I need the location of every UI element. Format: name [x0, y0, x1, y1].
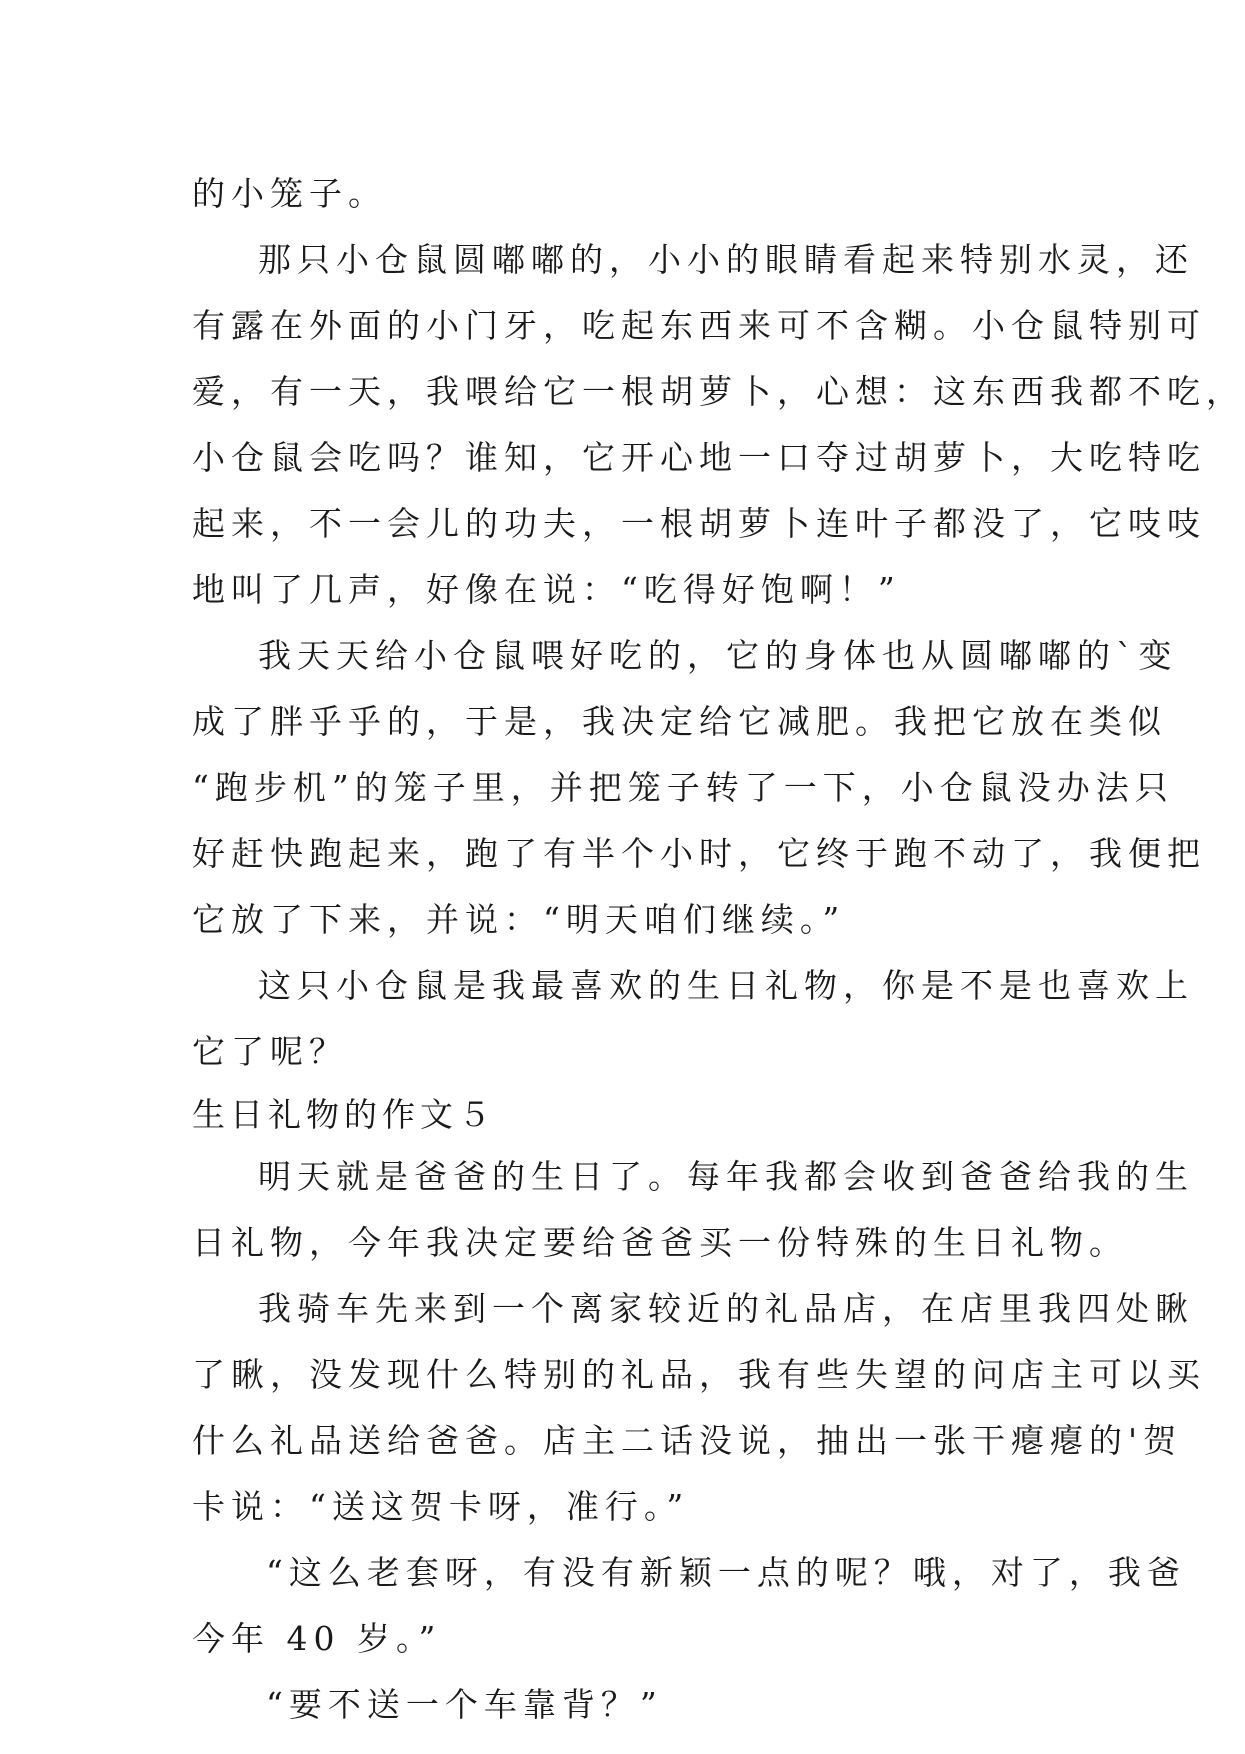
text-line: “跑步机”的笼子里，并把笼子转了一下，小仓鼠没办法只: [192, 768, 1174, 807]
text-line: 明天就是爸爸的生日了。每年我都会收到爸爸给我的生: [258, 1157, 1194, 1196]
document-body: [192, 161, 1245, 1738]
text-line: 什么礼品送给爸爸。店主二话没说，抽出一张干瘪瘪的'贺: [192, 1421, 1183, 1460]
text-line: “要不送一个车靠背？”: [266, 1685, 663, 1724]
text-line: 它放了下来，并说：“明天咱们继续。”: [192, 900, 846, 939]
text-line: 的小笼子。: [192, 174, 387, 213]
text-line: 有露在外面的小门牙，吃起东西来可不含糊。小仓鼠特别可: [192, 306, 1206, 345]
text-line: 小仓鼠会吃吗？谁知，它开心地一口夺过胡萝卜，大吃特吃: [192, 438, 1206, 477]
text-line: 地叫了几声，好像在说：“吃得好饱啊！”: [192, 570, 901, 609]
text-line: 好赶快跑起来，跑了有半个小时，它终于跑不动了，我便把: [192, 834, 1206, 873]
text-line: 我骑车先来到一个离家较近的礼品店，在店里我四处瞅: [258, 1289, 1194, 1328]
text-line: 了瞅，没发现什么特别的礼品，我有些失望的问店主可以买: [192, 1355, 1206, 1394]
text-line: 我天天给小仓鼠喂好吃的，它的身体也从圆嘟嘟的`变: [258, 636, 1178, 675]
text-line: “这么老套呀，有没有新颖一点的呢？哦，对了，我爸: [266, 1553, 1186, 1592]
text-line: 它了呢？: [192, 1032, 348, 1071]
text-line: 这只小仓鼠是我最喜欢的生日礼物，你是不是也喜欢上: [258, 966, 1194, 1005]
section-heading: 生日礼物的作文５: [192, 1095, 496, 1134]
text-line: 起来，不一会儿的功夫，一根胡萝卜连叶子都没了，它吱吱: [192, 504, 1206, 543]
text-line: 那只小仓鼠圆嘟嘟的，小小的眼睛看起来特别水灵，还: [258, 240, 1194, 279]
text-line: 爱，有一天，我喂给它一根胡萝卜，心想：这东西我都不吃，: [192, 372, 1245, 411]
text-line: 今年 40 岁。”: [192, 1619, 442, 1658]
text-line: 日礼物，今年我决定要给爸爸买一份特殊的生日礼物。: [192, 1223, 1128, 1262]
text-line: 成了胖乎乎的，于是，我决定给它减肥。我把它放在类似: [192, 702, 1167, 741]
text-line: 卡说：“送这贺卡呀，准行。”: [192, 1487, 690, 1526]
